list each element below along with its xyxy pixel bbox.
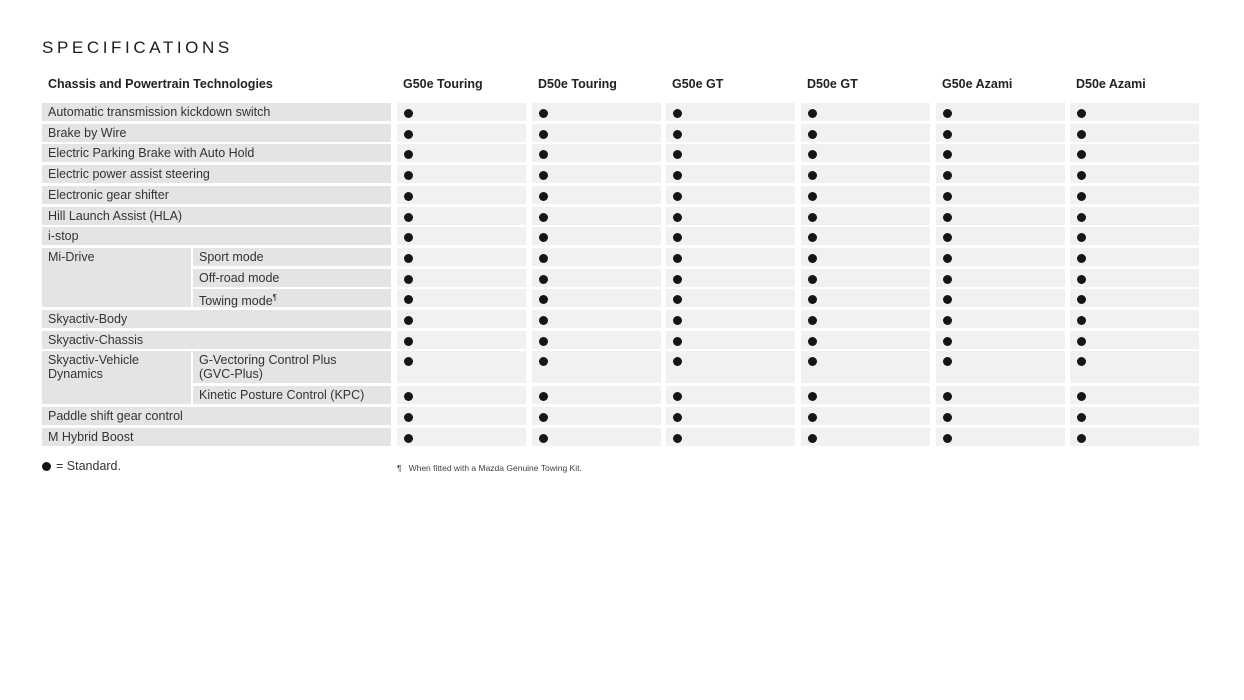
value-cell [936, 351, 1065, 383]
standard-dot-icon [943, 316, 952, 325]
value-cell [1070, 103, 1199, 121]
standard-dot-icon [673, 130, 682, 139]
sub-feature-label: Towing mode¶ [199, 293, 277, 309]
value-cell [397, 386, 526, 404]
feature-label: Brake by Wire [48, 125, 127, 140]
standard-dot-icon [539, 192, 548, 201]
standard-dot-icon [1077, 434, 1086, 443]
legend-standard: = Standard. [56, 459, 121, 473]
value-cell [936, 186, 1065, 204]
standard-dot-icon [404, 316, 413, 325]
value-cell [1070, 428, 1199, 446]
feature-cell [42, 227, 391, 245]
value-cell [801, 103, 930, 121]
standard-dot-icon [1077, 316, 1086, 325]
table-row [0, 269, 1244, 287]
standard-dot-icon [808, 109, 817, 118]
value-cell [936, 165, 1065, 183]
value-cell [532, 269, 661, 287]
column-header: D50e GT [807, 77, 858, 91]
section-header: Chassis and Powertrain Technologies [48, 77, 273, 91]
standard-dot-icon [1077, 130, 1086, 139]
standard-dot-icon [673, 337, 682, 346]
standard-dot-icon [404, 434, 413, 443]
standard-dot-icon [808, 130, 817, 139]
value-cell [1070, 269, 1199, 287]
standard-dot-icon [404, 192, 413, 201]
value-cell [666, 289, 795, 307]
standard-dot-icon [1077, 337, 1086, 346]
value-cell [1070, 144, 1199, 162]
table-row [0, 207, 1244, 225]
standard-dot-icon [673, 254, 682, 263]
value-cell [532, 144, 661, 162]
value-cell [397, 269, 526, 287]
standard-dot-icon [404, 130, 413, 139]
value-cell [801, 407, 930, 425]
standard-dot-icon [404, 254, 413, 263]
value-cell [1070, 310, 1199, 328]
table-row [0, 407, 1244, 425]
value-cell [1070, 124, 1199, 142]
value-cell [936, 248, 1065, 266]
standard-dot-icon [808, 275, 817, 284]
sub-feature-label: (GVC-Plus) [199, 367, 263, 382]
feature-label: Paddle shift gear control [48, 408, 183, 423]
table-row [0, 248, 1244, 266]
standard-dot-icon [943, 130, 952, 139]
standard-dot-icon [943, 254, 952, 263]
standard-dot-icon [539, 434, 548, 443]
value-cell [936, 269, 1065, 287]
standard-dot-icon [673, 316, 682, 325]
value-cell [666, 165, 795, 183]
standard-dot-icon [673, 109, 682, 118]
value-cell [666, 407, 795, 425]
value-cell [397, 248, 526, 266]
standard-dot-icon [673, 434, 682, 443]
column-header: G50e Azami [942, 77, 1013, 91]
value-cell [936, 124, 1065, 142]
standard-dot-icon [943, 275, 952, 284]
value-cell [397, 351, 526, 383]
column-header: G50e Touring [403, 77, 483, 91]
standard-dot-icon [943, 434, 952, 443]
table-row [0, 428, 1244, 446]
value-cell [936, 310, 1065, 328]
value-cell [532, 103, 661, 121]
value-cell [1070, 331, 1199, 349]
table-row [0, 186, 1244, 204]
value-cell [532, 289, 661, 307]
value-cell [801, 351, 930, 383]
standard-dot-icon [539, 413, 548, 422]
value-cell [1070, 248, 1199, 266]
value-cell [936, 428, 1065, 446]
value-cell [936, 386, 1065, 404]
standard-dot-icon [808, 213, 817, 222]
value-cell [1070, 227, 1199, 245]
sub-feature-label: Kinetic Posture Control (KPC) [199, 388, 365, 403]
table-row [0, 103, 1244, 121]
value-cell [532, 207, 661, 225]
standard-dot-icon [673, 275, 682, 284]
value-cell [532, 351, 661, 383]
feature-label: Electric power assist steering [48, 167, 210, 182]
value-cell [801, 248, 930, 266]
value-cell [801, 144, 930, 162]
standard-dot-icon [404, 213, 413, 222]
feature-label: Skyactiv-Body [48, 312, 128, 326]
value-cell [532, 186, 661, 204]
standard-dot-icon [539, 213, 548, 222]
value-cell [1070, 351, 1199, 383]
table-row [0, 165, 1244, 183]
standard-dot-icon [808, 413, 817, 422]
table-row [0, 124, 1244, 142]
standard-dot-icon [943, 109, 952, 118]
value-cell [936, 207, 1065, 225]
standard-dot-icon [808, 316, 817, 325]
value-cell [1070, 165, 1199, 183]
value-cell [666, 310, 795, 328]
standard-dot-icon [943, 192, 952, 201]
standard-dot-icon [673, 413, 682, 422]
table-header [0, 77, 1244, 93]
value-cell [801, 331, 930, 349]
value-cell [936, 331, 1065, 349]
value-cell [397, 186, 526, 204]
value-cell [397, 165, 526, 183]
column-header: D50e Azami [1076, 77, 1146, 91]
value-cell [936, 289, 1065, 307]
value-cell [801, 386, 930, 404]
value-cell [666, 269, 795, 287]
standard-dot-icon [1077, 254, 1086, 263]
table-row [0, 386, 1244, 404]
standard-dot-icon [943, 213, 952, 222]
value-cell [397, 289, 526, 307]
standard-dot-icon [943, 337, 952, 346]
table-row [0, 331, 1244, 349]
value-cell [666, 428, 795, 446]
standard-dot-icon [539, 337, 548, 346]
standard-dot-icon [404, 109, 413, 118]
footnote-text: When fitted with a Mazda Genuine Towing Kit. [408, 463, 582, 473]
value-cell [397, 144, 526, 162]
feature-label: Electric Parking Brake with Auto Hold [48, 146, 255, 161]
standard-dot-icon [539, 130, 548, 139]
standard-dot-icon [539, 275, 548, 284]
column-header: D50e Touring [538, 77, 617, 91]
value-cell [397, 103, 526, 121]
value-cell [397, 207, 526, 225]
value-cell [666, 227, 795, 245]
standard-dot-icon [673, 213, 682, 222]
value-cell [532, 428, 661, 446]
value-cell [936, 407, 1065, 425]
value-cell [666, 186, 795, 204]
feature-label: Skyactiv-Vehicle [48, 353, 140, 368]
value-cell [532, 165, 661, 183]
standard-dot-icon [42, 462, 51, 471]
standard-dot-icon [1077, 192, 1086, 201]
feature-label: Automatic transmission kickdown switch [48, 105, 271, 119]
standard-dot-icon [539, 316, 548, 325]
sub-feature-label: Sport mode [199, 249, 264, 264]
standard-dot-icon [943, 413, 952, 422]
value-cell [532, 248, 661, 266]
value-cell [397, 428, 526, 446]
table-row [0, 227, 1244, 245]
standard-dot-icon [808, 254, 817, 263]
value-cell [666, 144, 795, 162]
value-cell [532, 386, 661, 404]
value-cell [532, 331, 661, 349]
feature-label: M Hybrid Boost [48, 429, 134, 444]
page-title: SPECIFICATIONS [42, 38, 233, 57]
value-cell [1070, 289, 1199, 307]
standard-dot-icon [539, 109, 548, 118]
column-header: G50e GT [672, 77, 724, 91]
standard-dot-icon [1077, 213, 1086, 222]
value-cell [1070, 386, 1199, 404]
value-cell [532, 407, 661, 425]
value-cell [666, 124, 795, 142]
value-cell [801, 165, 930, 183]
value-cell [1070, 186, 1199, 204]
sub-feature-label: G-Vectoring Control Plus [199, 353, 337, 368]
value-cell [666, 386, 795, 404]
standard-dot-icon [404, 413, 413, 422]
standard-dot-icon [404, 275, 413, 284]
value-cell [801, 289, 930, 307]
value-cell [666, 248, 795, 266]
feature-label: Dynamics [48, 367, 103, 382]
feature-label: Mi-Drive [48, 249, 95, 264]
value-cell [801, 186, 930, 204]
value-cell [397, 227, 526, 245]
value-cell [801, 269, 930, 287]
value-cell [666, 103, 795, 121]
table-row [0, 351, 1244, 383]
standard-dot-icon [808, 434, 817, 443]
value-cell [936, 144, 1065, 162]
value-cell [801, 428, 930, 446]
standard-dot-icon [808, 337, 817, 346]
standard-dot-icon [673, 192, 682, 201]
standard-dot-icon [1077, 413, 1086, 422]
value-cell [666, 331, 795, 349]
value-cell [397, 310, 526, 328]
value-cell [801, 227, 930, 245]
value-cell [397, 331, 526, 349]
value-cell [801, 310, 930, 328]
standard-dot-icon [808, 192, 817, 201]
pilcrow-icon: ¶ [397, 463, 402, 473]
value-cell [397, 124, 526, 142]
value-cell [1070, 207, 1199, 225]
feature-label: i-stop [48, 229, 79, 244]
table-row [0, 289, 1244, 307]
value-cell [666, 351, 795, 383]
value-cell [936, 103, 1065, 121]
value-cell [936, 227, 1065, 245]
value-cell [532, 310, 661, 328]
value-cell [666, 207, 795, 225]
value-cell [397, 407, 526, 425]
sub-feature-label: Off-road mode [199, 270, 280, 285]
value-cell [532, 227, 661, 245]
value-cell [801, 124, 930, 142]
standard-dot-icon [1077, 275, 1086, 284]
standard-dot-icon [404, 337, 413, 346]
value-cell [532, 124, 661, 142]
standard-dot-icon [1077, 109, 1086, 118]
standard-dot-icon [539, 254, 548, 263]
footnote [397, 463, 582, 473]
pilcrow-icon: ¶ [272, 293, 277, 303]
table-row [0, 144, 1244, 162]
value-cell [1070, 407, 1199, 425]
feature-label: Hill Launch Assist (HLA) [48, 208, 183, 223]
table-row [0, 310, 1244, 328]
feature-label: Electronic gear shifter [48, 187, 169, 202]
feature-label: Skyactiv-Chassis [48, 332, 144, 347]
value-cell [801, 207, 930, 225]
